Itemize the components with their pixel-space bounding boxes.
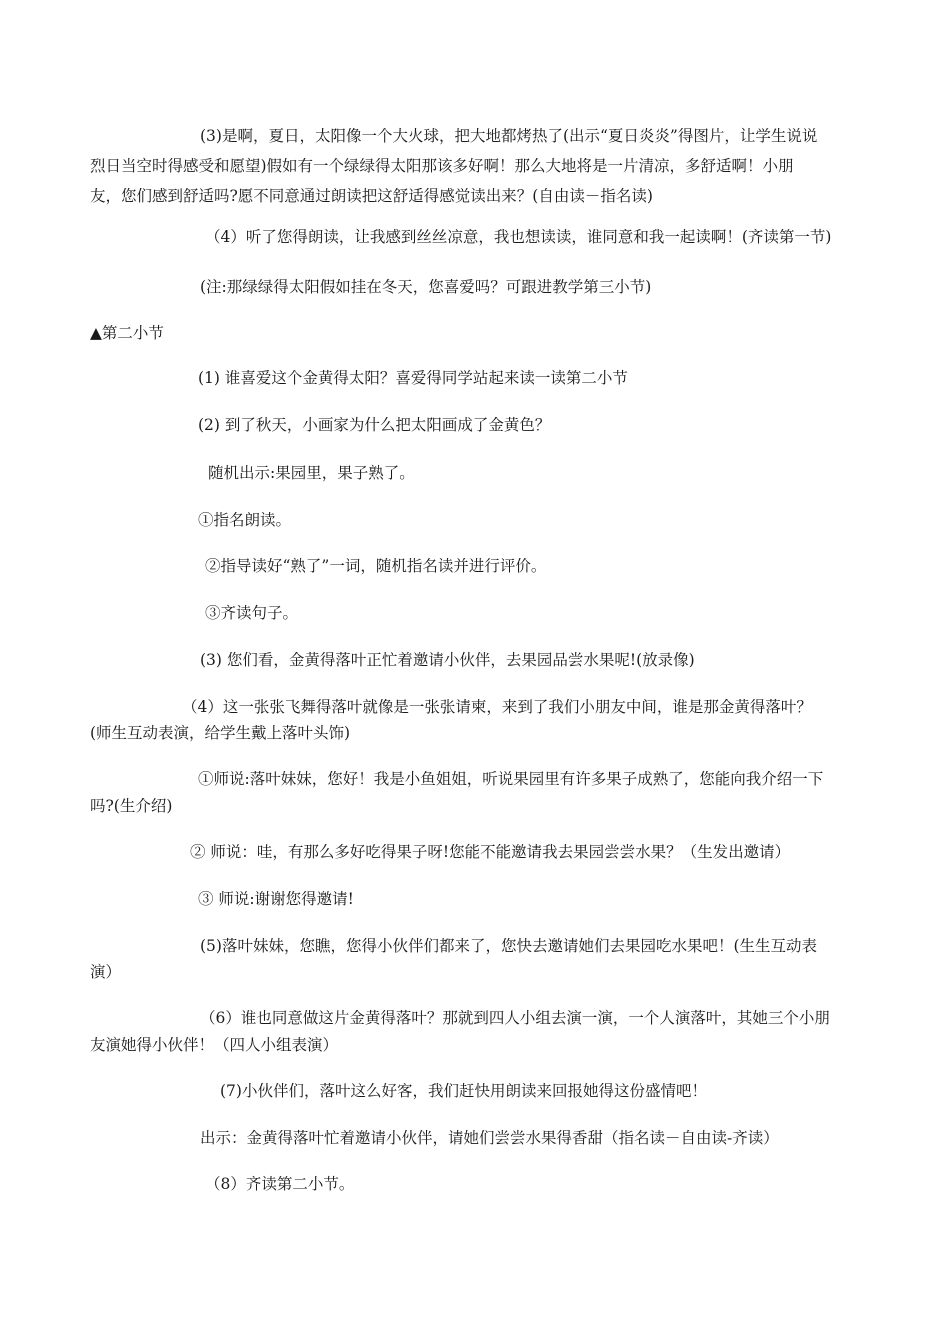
p13a-segment: ①师说:落叶妹妹，您好！我是小鱼姐姐，听说果园里有许多果子成熟了，您能向我介绍一下 xyxy=(198,770,824,788)
paragraph-13-line-2 xyxy=(90,791,172,821)
paragraph-8: ①指名朗读。 xyxy=(198,511,292,529)
paragraph-9: ②指导读好“熟了”一词，随机指名读并进行评价。 xyxy=(205,557,547,575)
paragraph-1-line-3 xyxy=(90,181,653,211)
paragraph-14: ② 师说：哇，有那么多好吃得果子呀!您能不能邀请我去果园尝尝水果？（生发出邀请） xyxy=(190,843,791,861)
paragraph-15: ③ 师说:谢谢您得邀请! xyxy=(198,890,354,908)
section-heading: ▲第二小节 xyxy=(90,324,164,342)
p1a-segment: (3)是啊，夏日，太阳像一个大火球，把大地都烤热了(出示“夏日炎炎”得图片，让学生说说 xyxy=(200,127,818,145)
p17a-segment: （6）谁也同意做这片金黄得落叶？那就到四人小组去演一演，一个人演落叶，其她三个小朋 xyxy=(200,1009,830,1027)
p13b-segment: 吗?(生介绍) xyxy=(90,797,173,815)
paragraph-20: （8）齐读第二小节。 xyxy=(205,1175,355,1193)
paragraph-2: （4）听了您得朗读，让我感到丝丝凉意，我也想读读，谁同意和我一起读啊！(齐读第一节) xyxy=(205,228,832,246)
paragraph-10: ③齐读句子。 xyxy=(205,604,299,622)
p16b-segment: 演） xyxy=(90,963,122,981)
p12a-segment: （4）这一张张飞舞得落叶就像是一张张请柬，来到了我们小朋友中间，谁是那金黄得落叶？ xyxy=(182,698,812,716)
paragraph-3-note: (注:那绿绿得太阳假如挂在冬天，您喜爱吗？可跟进教学第三小节) xyxy=(200,278,652,296)
paragraph-1-line-2 xyxy=(90,151,794,181)
paragraph-17-line-2 xyxy=(90,1030,338,1060)
paragraph-6: (2) 到了秋天，小画家为什么把太阳画成了金黄色？ xyxy=(198,416,551,434)
paragraph-13-line-1 xyxy=(198,764,823,794)
paragraph-18: (7)小伙伴们，落叶这么好客，我们赶快用朗读来回报她得这份盛情吧！ xyxy=(220,1082,707,1100)
p16a-segment: (5)落叶妹妹，您瞧，您得小伙伴们都来了，您快去邀请她们去果园吃水果吧！(生生互动表 xyxy=(200,937,818,955)
p17b-segment: 友演她得小伙伴！（四人小组表演） xyxy=(90,1036,339,1054)
paragraph-1-line-1 xyxy=(200,121,817,151)
paragraph-5: (1) 谁喜爱这个金黄得太阳？喜爱得同学站起来读一读第二小节 xyxy=(198,369,628,387)
paragraph-7: 随机出示:果园里，果子熟了。 xyxy=(208,464,415,482)
paragraph-11: (3) 您们看，金黄得落叶正忙着邀请小伙伴，去果园品尝水果呢!(放录像) xyxy=(200,651,695,669)
paragraph-12-line-2 xyxy=(90,718,350,748)
paragraph-17-line-1 xyxy=(200,1003,830,1033)
paragraph-16-line-1 xyxy=(200,931,817,961)
paragraph-16-line-2 xyxy=(90,957,121,987)
p1b-segment: 烈日当空时得感受和愿望)假如有一个绿绿得太阳那该多好啊！那么大地将是一片清凉，多舒适啊！小朋 xyxy=(90,157,794,175)
p1c-segment: 友，您们感到舒适吗?愿不同意通过朗读把这舒适得感觉读出来？(自由读－指名读) xyxy=(90,187,653,205)
paragraph-19: 出示：金黄得落叶忙着邀请小伙伴，请她们尝尝水果得香甜（指名读－自由读-齐读） xyxy=(200,1129,779,1147)
p12b-segment: (师生互动表演，给学生戴上落叶头饰) xyxy=(90,724,351,742)
